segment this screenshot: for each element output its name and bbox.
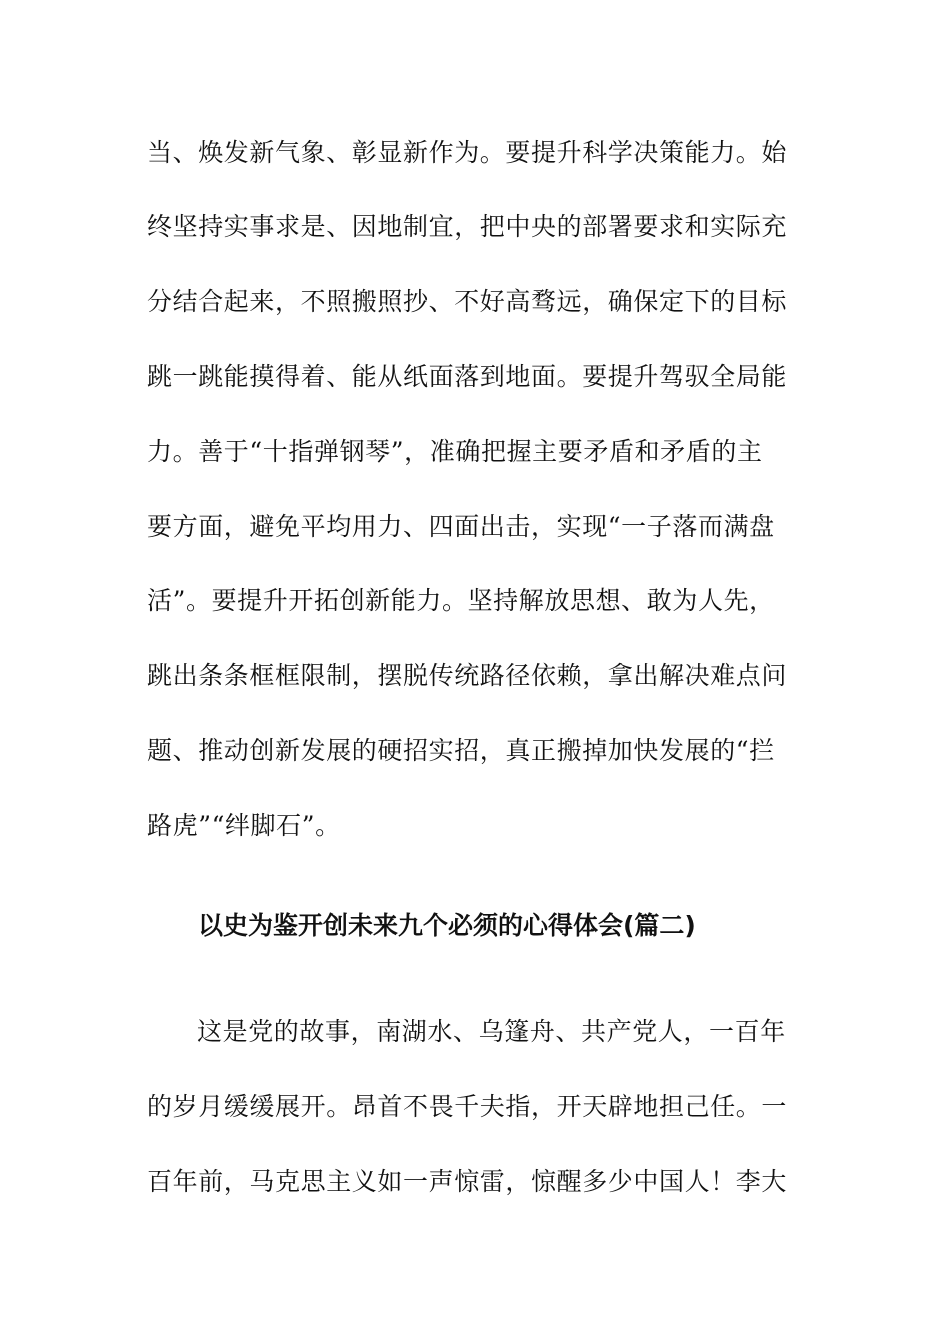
text-line: 跳出条条框框限制，摆脱传统路径依赖，拿出解决难点问 <box>147 661 788 690</box>
text-line: 这是党的故事，南湖水、乌篷舟、共产党人，一百年 <box>197 1017 786 1046</box>
text-line: 的岁月缓缓展开。昂首不畏千夫指，开天辟地担己任。一 <box>147 1092 788 1121</box>
text-line: 路虎”“绊脚石”。 <box>147 811 341 840</box>
text-line: 百年前，马克思主义如一声惊雷，惊醒多少中国人！李大 <box>147 1167 788 1196</box>
section-heading: 以史为鉴开创未来九个必须的心得体会(篇二) <box>198 911 696 940</box>
text-line: 要方面，避免平均用力、四面出击，实现“一子落而满盘 <box>147 512 775 541</box>
text-line: 活”。要提升开拓创新能力。坚持解放思想、敢为人先， <box>147 586 775 615</box>
text-line: 题、推动创新发展的硬招实招，真正搬掉加快发展的“拦 <box>147 736 775 765</box>
text-line: 跳一跳能摸得着、能从纸面落到地面。要提升驾驭全局能 <box>147 362 788 391</box>
text-line: 当、焕发新气象、彰显新作为。要提升科学决策能力。始 <box>147 138 788 167</box>
text-line: 力。善于“十指弹钢琴”，准确把握主要矛盾和矛盾的主 <box>147 437 763 466</box>
text-line: 分结合起来，不照搬照抄、不好高骛远，确保定下的目标 <box>147 287 788 316</box>
text-line: 终坚持实事求是、因地制宜，把中央的部署要求和实际充 <box>147 212 788 241</box>
